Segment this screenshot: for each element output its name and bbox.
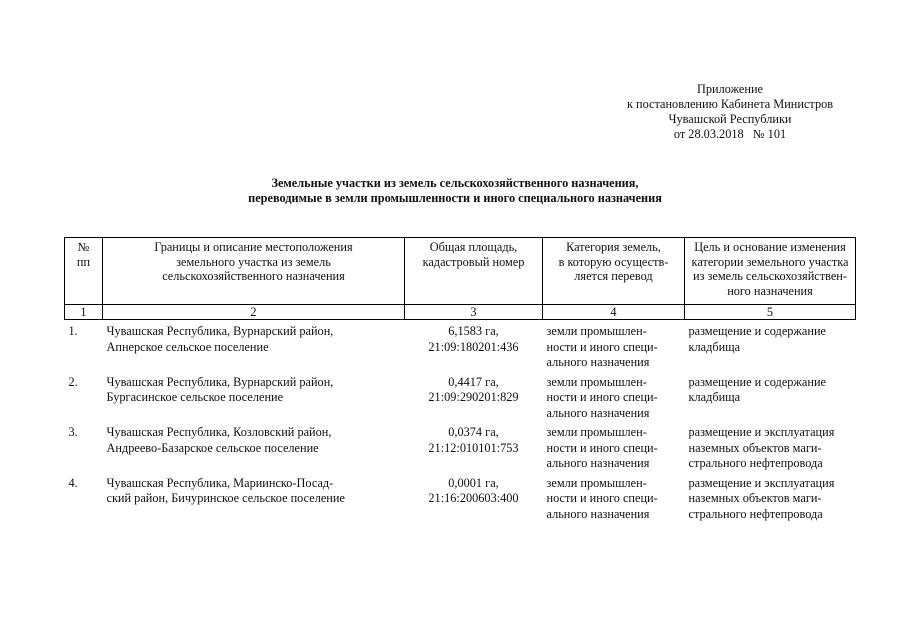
purpose-cell: размещение и эксплуатация наземных объектов маги- стрального нефтепровода [688, 425, 835, 470]
table-row [65, 371, 856, 422]
appendix-line: к постановлению Кабинета Министров [626, 97, 834, 111]
table-row [65, 320, 856, 371]
row-number: 3. [68, 425, 78, 439]
column-number: 1 [65, 305, 103, 320]
header-cell: № пп [65, 238, 103, 305]
purpose-cell: размещение и эксплуатация наземных объектов маги- стрального нефтепровода [688, 475, 835, 521]
category-cell: земли промышлен- ности и иного специ- ального назначения [546, 475, 658, 521]
column-number: 2 [103, 305, 405, 320]
column-number: 5 [685, 305, 856, 320]
area-cell: 6,1583 га, 21:09:180201:436 [428, 324, 519, 354]
area-cell: 0,0001 га, 21:16:200603:400 [428, 475, 519, 505]
appendix-line: от 28.03.2018 № 101 [673, 127, 787, 141]
appendix-block [560, 82, 900, 142]
header-cell: Общая площадь, кадастровый номер [405, 238, 543, 305]
land-plots-table [64, 237, 856, 522]
category-cell: земли промышлен- ности и иного специ- ального назначения [546, 374, 658, 420]
table-row [65, 421, 856, 472]
appendix-line: Чувашской Республики [668, 112, 792, 126]
location-cell: Чувашская Республика, Козловский район, Андреево-Базарское сельское поселение [106, 425, 332, 455]
purpose-cell: размещение и содержание кладбища [688, 324, 826, 354]
column-number: 4 [543, 305, 685, 320]
row-number: 4. [68, 475, 78, 490]
column-number: 3 [405, 305, 543, 320]
title-line: переводимые в земли промышленности и иного специального назначения [248, 191, 662, 205]
location-cell: Чувашская Республика, Вурнарский район, Апнерское сельское поселение [106, 324, 334, 354]
appendix-line: Приложение [697, 82, 763, 96]
area-cell: 0,4417 га, 21:09:290201:829 [428, 374, 519, 404]
location-cell: Чувашская Республика, Вурнарский район, Бургасинское сельское поселение [106, 374, 334, 404]
column-number-row [65, 305, 856, 320]
header-cell: Категория земель, в которую осуществ- ляется перевод [543, 238, 685, 305]
table-row [65, 472, 856, 523]
purpose-cell: размещение и содержание кладбища [688, 374, 826, 404]
location-cell: Чувашская Республика, Мариинско-Посад- ский район, Бичуринское сельское поселение [106, 475, 345, 505]
table-header-row [65, 238, 856, 305]
category-cell: земли промышлен- ности и иного специ- ального назначения [546, 324, 658, 369]
row-number: 1. [68, 324, 78, 338]
category-cell: земли промышлен- ности и иного специ- ального назначения [546, 425, 658, 470]
header-cell: Границы и описание местоположения земельного участка из земель сельскохозяйственного назначения [103, 238, 405, 305]
document-title [160, 176, 750, 206]
area-cell: 0,0374 га, 21:12:010101:753 [428, 425, 519, 455]
row-number: 2. [68, 374, 78, 389]
title-line: Земельные участки из земель сельскохозяйственного назначения, [271, 176, 639, 190]
header-cell: Цель и основание изменения категории земельного участка из земель сельскохозяйствен- ного назначения [685, 238, 856, 305]
